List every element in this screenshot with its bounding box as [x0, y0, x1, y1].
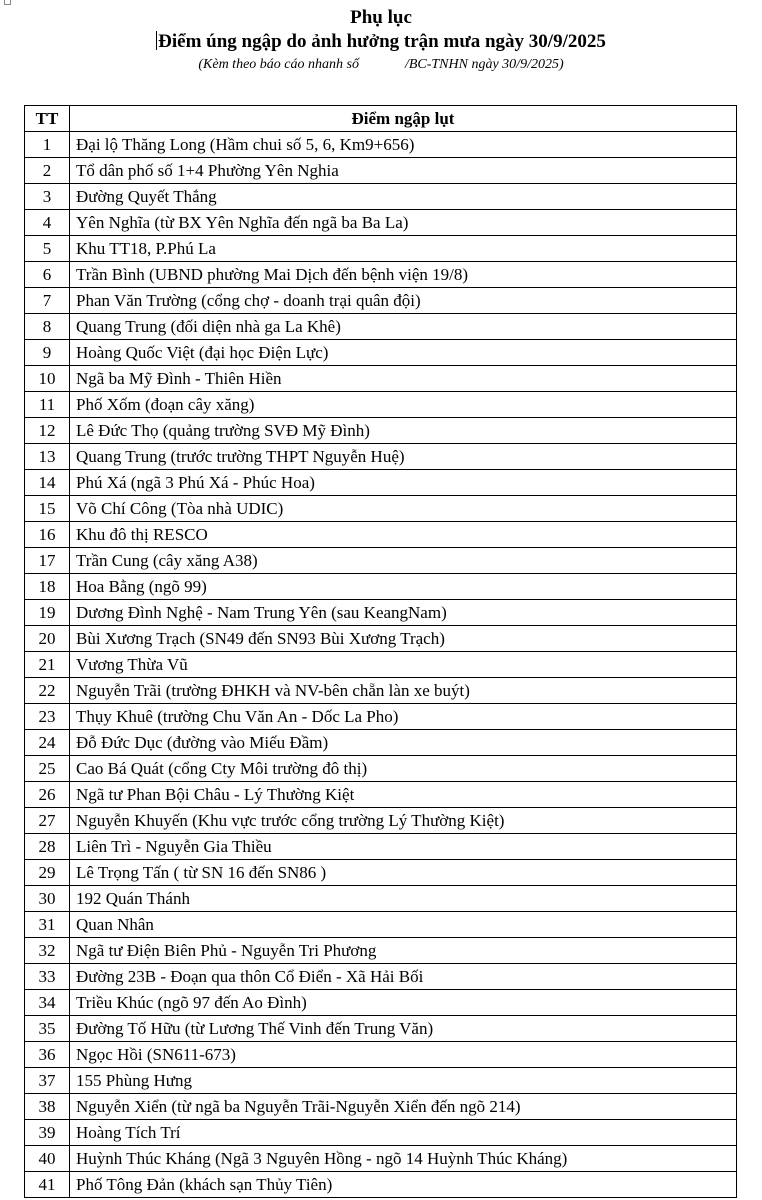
- row-number-cell: 25: [25, 756, 70, 782]
- table-body: [25, 132, 737, 1198]
- flood-location-cell: Cao Bá Quát (cổng Cty Môi trường đô thị): [70, 756, 737, 782]
- table-row: [25, 912, 737, 938]
- table-row: [25, 236, 737, 262]
- row-number-cell: 36: [25, 1042, 70, 1068]
- flood-location-cell: Trần Bình (UBND phường Mai Dịch đến bệnh viện 19/8): [70, 262, 737, 288]
- flood-location-cell: Ngọc Hồi (SN611-673): [70, 1042, 737, 1068]
- table-row: [25, 938, 737, 964]
- table-row: [25, 288, 737, 314]
- table-row: [25, 1094, 737, 1120]
- table-row: [25, 314, 737, 340]
- table-row: [25, 470, 737, 496]
- row-number-cell: 39: [25, 1120, 70, 1146]
- flood-location-cell: Nguyễn Khuyến (Khu vực trước cổng trường Lý Thường Kiệt): [70, 808, 737, 834]
- row-number-cell: 4: [25, 210, 70, 236]
- row-number-cell: 5: [25, 236, 70, 262]
- column-header-tt: TT: [25, 106, 70, 132]
- flood-location-cell: Phan Văn Trường (cổng chợ - doanh trại quân đội): [70, 288, 737, 314]
- flood-location-cell: 155 Phùng Hưng: [70, 1068, 737, 1094]
- row-number-cell: 14: [25, 470, 70, 496]
- table-row: [25, 626, 737, 652]
- flood-location-cell: Phú Xá (ngã 3 Phú Xá - Phúc Hoa): [70, 470, 737, 496]
- row-number-cell: 38: [25, 1094, 70, 1120]
- flood-location-cell: Quang Trung (đối diện nhà ga La Khê): [70, 314, 737, 340]
- table-row: [25, 496, 737, 522]
- table-row: [25, 132, 737, 158]
- flood-location-cell: Bùi Xương Trạch (SN49 đến SN93 Bùi Xương Trạch): [70, 626, 737, 652]
- row-number-cell: 19: [25, 600, 70, 626]
- appendix-subtitle-text: Điểm úng ngập do ảnh hưởng trận mưa ngày 30/9/2025: [158, 31, 606, 52]
- table-row: [25, 1146, 737, 1172]
- row-number-cell: 13: [25, 444, 70, 470]
- row-number-cell: 27: [25, 808, 70, 834]
- flood-location-cell: Thụy Khuê (trường Chu Văn An - Dốc La Pho): [70, 704, 737, 730]
- row-number-cell: 21: [25, 652, 70, 678]
- row-number-cell: 35: [25, 1016, 70, 1042]
- table-row: [25, 964, 737, 990]
- table-row: [25, 548, 737, 574]
- row-number-cell: 20: [25, 626, 70, 652]
- flood-points-table: [24, 105, 737, 1198]
- row-number-cell: 1: [25, 132, 70, 158]
- table-row: [25, 210, 737, 236]
- flood-location-cell: Hoàng Quốc Việt (đại học Điện Lực): [70, 340, 737, 366]
- flood-location-cell: Quang Trung (trước trường THPT Nguyễn Huệ): [70, 444, 737, 470]
- table-row: [25, 730, 737, 756]
- flood-location-cell: Quan Nhân: [70, 912, 737, 938]
- row-number-cell: 12: [25, 418, 70, 444]
- flood-location-cell: Liên Trì - Nguyễn Gia Thiều: [70, 834, 737, 860]
- table-row: [25, 860, 737, 886]
- appendix-title: Phụ lục: [350, 7, 412, 28]
- table-row: [25, 678, 737, 704]
- row-number-cell: 26: [25, 782, 70, 808]
- flood-location-cell: Ngã tư Phan Bội Châu - Lý Thường Kiệt: [70, 782, 737, 808]
- flood-location-cell: Phố Tông Đản (khách sạn Thủy Tiên): [70, 1172, 737, 1198]
- flood-location-cell: Tổ dân phố số 1+4 Phường Yên Nghia: [70, 158, 737, 184]
- table-row: [25, 756, 737, 782]
- table-row: [25, 704, 737, 730]
- table-row: [25, 1172, 737, 1198]
- row-number-cell: 22: [25, 678, 70, 704]
- row-number-cell: 41: [25, 1172, 70, 1198]
- flood-location-cell: Phố Xốm (đoạn cây xăng): [70, 392, 737, 418]
- flood-location-cell: Nguyễn Trãi (trường ĐHKH và NV-bên chẵn làn xe buýt): [70, 678, 737, 704]
- row-number-cell: 16: [25, 522, 70, 548]
- flood-location-cell: Dương Đình Nghệ - Nam Trung Yên (sau KeangNam): [70, 600, 737, 626]
- table-row: [25, 1120, 737, 1146]
- table-row: [25, 1068, 737, 1094]
- flood-location-cell: Đường Quyết Thắng: [70, 184, 737, 210]
- table-row: [25, 600, 737, 626]
- row-number-cell: 37: [25, 1068, 70, 1094]
- table-row: [25, 262, 737, 288]
- flood-location-cell: Trần Cung (cây xăng A38): [70, 548, 737, 574]
- flood-location-cell: Đường 23B - Đoạn qua thôn Cổ Điển - Xã Hải Bối: [70, 964, 737, 990]
- row-number-cell: 15: [25, 496, 70, 522]
- table-row: [25, 652, 737, 678]
- note-part-1: (Kèm theo báo cáo nhanh số: [198, 57, 359, 72]
- row-number-cell: 28: [25, 834, 70, 860]
- table-row: [25, 158, 737, 184]
- row-number-cell: 29: [25, 860, 70, 886]
- table-row: [25, 392, 737, 418]
- row-number-cell: 18: [25, 574, 70, 600]
- table-row: [25, 834, 737, 860]
- flood-location-cell: Ngã ba Mỹ Đình - Thiên Hiền: [70, 366, 737, 392]
- table-row: [25, 1016, 737, 1042]
- row-number-cell: 40: [25, 1146, 70, 1172]
- table-row: [25, 366, 737, 392]
- table-row: [25, 886, 737, 912]
- table-row: [25, 808, 737, 834]
- table-header-row: [25, 106, 737, 132]
- table-row: [25, 1042, 737, 1068]
- row-number-cell: 2: [25, 158, 70, 184]
- row-number-cell: 9: [25, 340, 70, 366]
- flood-location-cell: Vương Thừa Vũ: [70, 652, 737, 678]
- flood-location-cell: Đường Tố Hữu (từ Lương Thế Vinh đến Trung Văn): [70, 1016, 737, 1042]
- table-row: [25, 782, 737, 808]
- row-number-cell: 24: [25, 730, 70, 756]
- note-part-2: /BC-TNHN ngày 30/9/2025): [404, 57, 564, 72]
- flood-location-cell: 192 Quán Thánh: [70, 886, 737, 912]
- flood-location-cell: Khu TT18, P.Phú La: [70, 236, 737, 262]
- flood-location-cell: Triều Khúc (ngõ 97 đến Ao Đình): [70, 990, 737, 1016]
- row-number-cell: 34: [25, 990, 70, 1016]
- table-row: [25, 340, 737, 366]
- table-row: [25, 522, 737, 548]
- table-move-handle[interactable]: [4, 0, 11, 5]
- document-header: [0, 6, 762, 75]
- table-row: [25, 990, 737, 1016]
- row-number-cell: 10: [25, 366, 70, 392]
- row-number-cell: 7: [25, 288, 70, 314]
- row-number-cell: 32: [25, 938, 70, 964]
- flood-location-cell: Hoàng Tích Trí: [70, 1120, 737, 1146]
- text-cursor: [156, 31, 157, 50]
- flood-location-cell: Yên Nghĩa (từ BX Yên Nghĩa đến ngã ba Ba La): [70, 210, 737, 236]
- flood-location-cell: Khu đô thị RESCO: [70, 522, 737, 548]
- row-number-cell: 17: [25, 548, 70, 574]
- flood-location-cell: Lê Trọng Tấn ( từ SN 16 đến SN86 ): [70, 860, 737, 886]
- report-reference-note: [0, 55, 762, 75]
- flood-location-cell: Đại lộ Thăng Long (Hầm chui số 5, 6, Km9+656): [70, 132, 737, 158]
- row-number-cell: 11: [25, 392, 70, 418]
- table-row: [25, 184, 737, 210]
- appendix-subtitle: [0, 30, 762, 54]
- flood-location-cell: Lê Đức Thọ (quảng trường SVĐ Mỹ Đình): [70, 418, 737, 444]
- flood-location-cell: Ngã tư Điện Biên Phủ - Nguyễn Tri Phương: [70, 938, 737, 964]
- flood-location-cell: Huỳnh Thúc Kháng (Ngã 3 Nguyên Hồng - ngõ 14 Huỳnh Thúc Kháng): [70, 1146, 737, 1172]
- table-row: [25, 574, 737, 600]
- row-number-cell: 33: [25, 964, 70, 990]
- flood-location-cell: Đỗ Đức Dục (đường vào Miếu Đầm): [70, 730, 737, 756]
- row-number-cell: 3: [25, 184, 70, 210]
- table-row: [25, 418, 737, 444]
- row-number-cell: 6: [25, 262, 70, 288]
- flood-location-cell: Nguyễn Xiển (từ ngã ba Nguyễn Trãi-Nguyễn Xiển đến ngõ 214): [70, 1094, 737, 1120]
- row-number-cell: 31: [25, 912, 70, 938]
- table-row: [25, 444, 737, 470]
- column-header-location: Điểm ngập lụt: [70, 106, 737, 132]
- flood-location-cell: Hoa Bằng (ngõ 99): [70, 574, 737, 600]
- row-number-cell: 30: [25, 886, 70, 912]
- row-number-cell: 23: [25, 704, 70, 730]
- flood-location-cell: Võ Chí Công (Tòa nhà UDIC): [70, 496, 737, 522]
- row-number-cell: 8: [25, 314, 70, 340]
